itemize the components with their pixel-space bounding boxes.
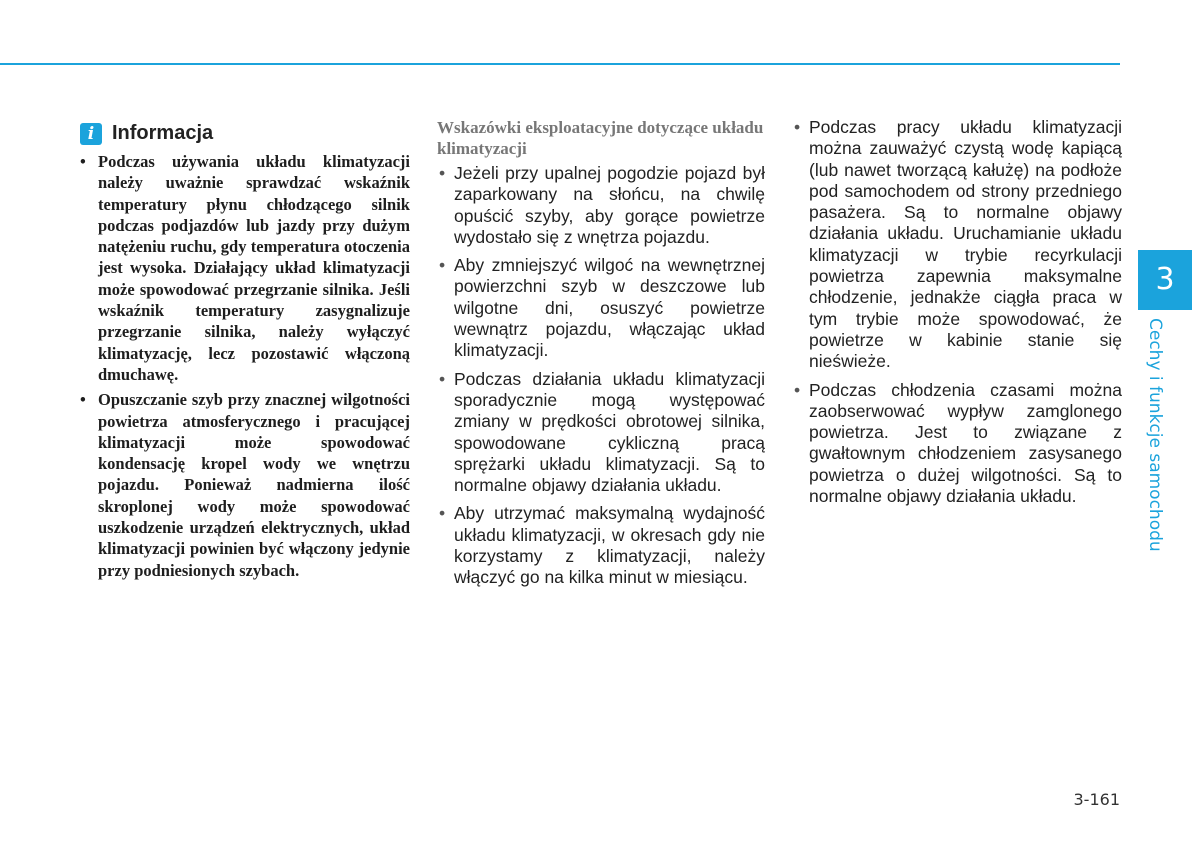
tips-bullet: • Podczas działania układu klimatyzacji sporadycznie mogą występować zmiany w prędkości obrotowej silnika, spowodowane cykliczną pracą sprężarki układu klimatyzacji. Są to normalne objawy działania układu. — [437, 369, 765, 497]
information-box — [80, 122, 410, 585]
information-bullet: • Podczas używania układu klimatyzacji należy uważnie sprawdzać wskaźnik temperatury płynu chłodzącego silnik podczas podjazdów lub jazdy przy dużym natężeniu ruchu, gdy temperatura otoczenia jest wysoka. Działający układ klimatyzacji może spowodować przegrzanie silnika. Jeśli wskaźnik temperatury zasygnalizuje przegrzanie silnika, należy wyłączyć klimatyzację, lecz pozostawić włączoną dmuchawę. — [80, 151, 410, 385]
information-bullet: • Opuszczanie szyb przy znacznej wilgotności powietrza atmosferycznego i pracującej klimatyzacji może spowodować kondensację kropel wody we wnętrzu pojazdu. Ponieważ nadmierna ilość skroplonej wody może spowodować uszkodzenie urządzeń elektrycznych, układ klimatyzacji powinien być włączony jedynie przy podniesionych szybach. — [80, 389, 410, 581]
notes-section — [792, 117, 1122, 514]
tips-bullet: • Jeżeli przy upalnej pogodzie pojazd był zaparkowany na słońcu, na chwilę opuścić szyby, aby gorące powietrze wydostało się z wnętrza pojazdu. — [437, 163, 765, 248]
notes-bullet: • Podczas pracy układu klimatyzacji można zauważyć czystą wodę kapiącą (lub nawet tworzącą kałużę) na podłoże pod samochodem od strony przedniego pasażera. Są to normalne objawy działania układu. Uruchamianie układu klimatyzacji w trybie recyrkulacji powietrza zapewnia maksymalne chłodzenie, jednakże ciągła praca w tym trybie może spowodować, że powietrze w kabinie stanie się nieświeże. — [792, 117, 1122, 373]
information-list — [80, 151, 410, 581]
tips-list — [437, 163, 765, 589]
tips-section — [437, 117, 765, 596]
tips-heading: Wskazówki eksploatacyjne dotyczące układu klimatyzacji — [437, 118, 764, 158]
notes-bullet: • Podczas chłodzenia czasami można zaobserwować wypływ zamglonego powietrza. Jest to związane z gwałtownym chłodzeniem zasysanego powietrza o dużej wilgotności. Są to normalne objawy działania układu. — [792, 380, 1122, 508]
chapter-title: Cechy i funkcje samochodu — [1145, 318, 1165, 552]
tips-bullet: • Aby zmniejszyć wilgoć na wewnętrznej powierzchni szyb w deszczowe lub wilgotne dni, osuszyć powietrze wewnątrz pojazdu, włączając układ klimatyzacji. — [437, 255, 765, 361]
information-header — [80, 122, 410, 145]
chapter-number-tab: 3 — [1138, 250, 1192, 310]
top-rule — [0, 63, 1120, 65]
information-title: Informacja — [112, 122, 214, 144]
page-number: 3-161 — [1073, 790, 1120, 809]
notes-list — [792, 117, 1122, 507]
info-icon: i — [80, 123, 102, 145]
tips-bullet: • Aby utrzymać maksymalną wydajność układu klimatyzacji, w okresach gdy nie korzystamy z klimatyzacji, należy włączyć go na kilka minut w miesiącu. — [437, 503, 765, 588]
